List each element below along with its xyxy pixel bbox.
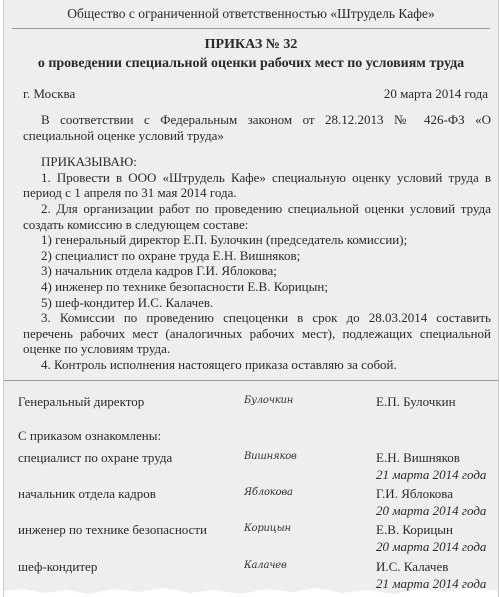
acquainted-date-4: 21 марта 2014 года <box>376 576 487 591</box>
member-5: 5) шеф-кондитер И.С. Калачев. <box>41 294 214 310</box>
order-place: г. Москва <box>23 86 76 101</box>
member-1: 1) генеральный директор Е.П. Булочкин (председатель комиссии); <box>41 232 408 248</box>
order-word: ПРИКАЗЫВАЮ: <box>41 154 137 170</box>
acquainted-signature-3: Корицын <box>244 523 291 534</box>
order-subtitle: о проведении специальной оценки рабочих мест по условиям труда <box>37 56 465 71</box>
acquainted-date-3: 20 марта 2014 года <box>376 539 487 554</box>
acquainted-signature-4: Калачев <box>244 560 287 571</box>
acquainted-name-1: Е.Н. Вишняков <box>376 450 460 465</box>
acquainted-label: С приказом ознакомлены: <box>18 428 162 443</box>
acquainted-position-3: инженер по технике безопасности <box>18 522 208 537</box>
director-signature: Булочкин <box>244 395 294 406</box>
acquainted-name-4: И.С. Калачев <box>376 559 449 574</box>
torn-edge <box>4 585 498 597</box>
acquainted-signature-2: Яблокова <box>244 487 293 498</box>
acquainted-name-3: Е.В. Корицын <box>376 522 453 537</box>
member-4: 4) инженер по технике безопасности Е.В. Корицын; <box>41 278 328 294</box>
acquainted-position-4: шеф-кондитер <box>18 559 98 574</box>
member-2: 2) специалист по охране труда Е.Н. Вишняков; <box>41 247 301 263</box>
member-3: 3) начальник отдела кадров Г.И. Яблокова; <box>41 263 277 279</box>
order-item-3: 3. Комиссии по проведению спецоценки в срок до 28.03.2014 составить перечень рабочих мест (аналогичных рабочих мест), подлежащих специальной оценке по условиям труда. <box>23 310 491 357</box>
order-title: ПРИКАЗ № 32 <box>204 37 298 52</box>
order-item-1: 1. Провести в ООО «Штрудель Кафе» специальную оценку условий труда в период с 1 апреля по 31 мая 2014 года. <box>23 169 491 201</box>
acquainted-position-2: начальник отдела кадров <box>18 486 156 501</box>
order-body <box>23 112 491 373</box>
acquainted-name-2: Г.И. Яблокова <box>376 486 454 501</box>
director-position: Генеральный директор <box>18 394 145 409</box>
acquainted-date-2: 20 марта 2014 года <box>376 503 487 518</box>
intro-paragraph: В соответствии с Федеральным законом от 28.12.2013 № 426-ФЗ «О специальной оценке условий труда» <box>23 112 491 143</box>
acquainted-signature-1: Вишняков <box>244 451 297 462</box>
director-name: Е.П. Булочкин <box>376 394 456 409</box>
organization-name: Общество с ограниченной ответственностью «Штрудель Кафе» <box>67 6 435 21</box>
order-item-4: 4. Контроль исполнения настоящего приказа оставляю за собой. <box>41 356 397 372</box>
header-divider <box>12 28 490 29</box>
order-date: 20 марта 2014 года <box>383 86 488 101</box>
acquainted-position-1: специалист по охране труда <box>18 450 173 465</box>
signature-divider <box>4 380 498 381</box>
order-item-2: 2. Для организации работ по проведению специальной оценки условий труда создать комиссию в следующем составе: <box>23 200 491 232</box>
acquainted-date-1: 21 марта 2014 года <box>376 467 487 482</box>
document-sheet <box>3 0 499 597</box>
